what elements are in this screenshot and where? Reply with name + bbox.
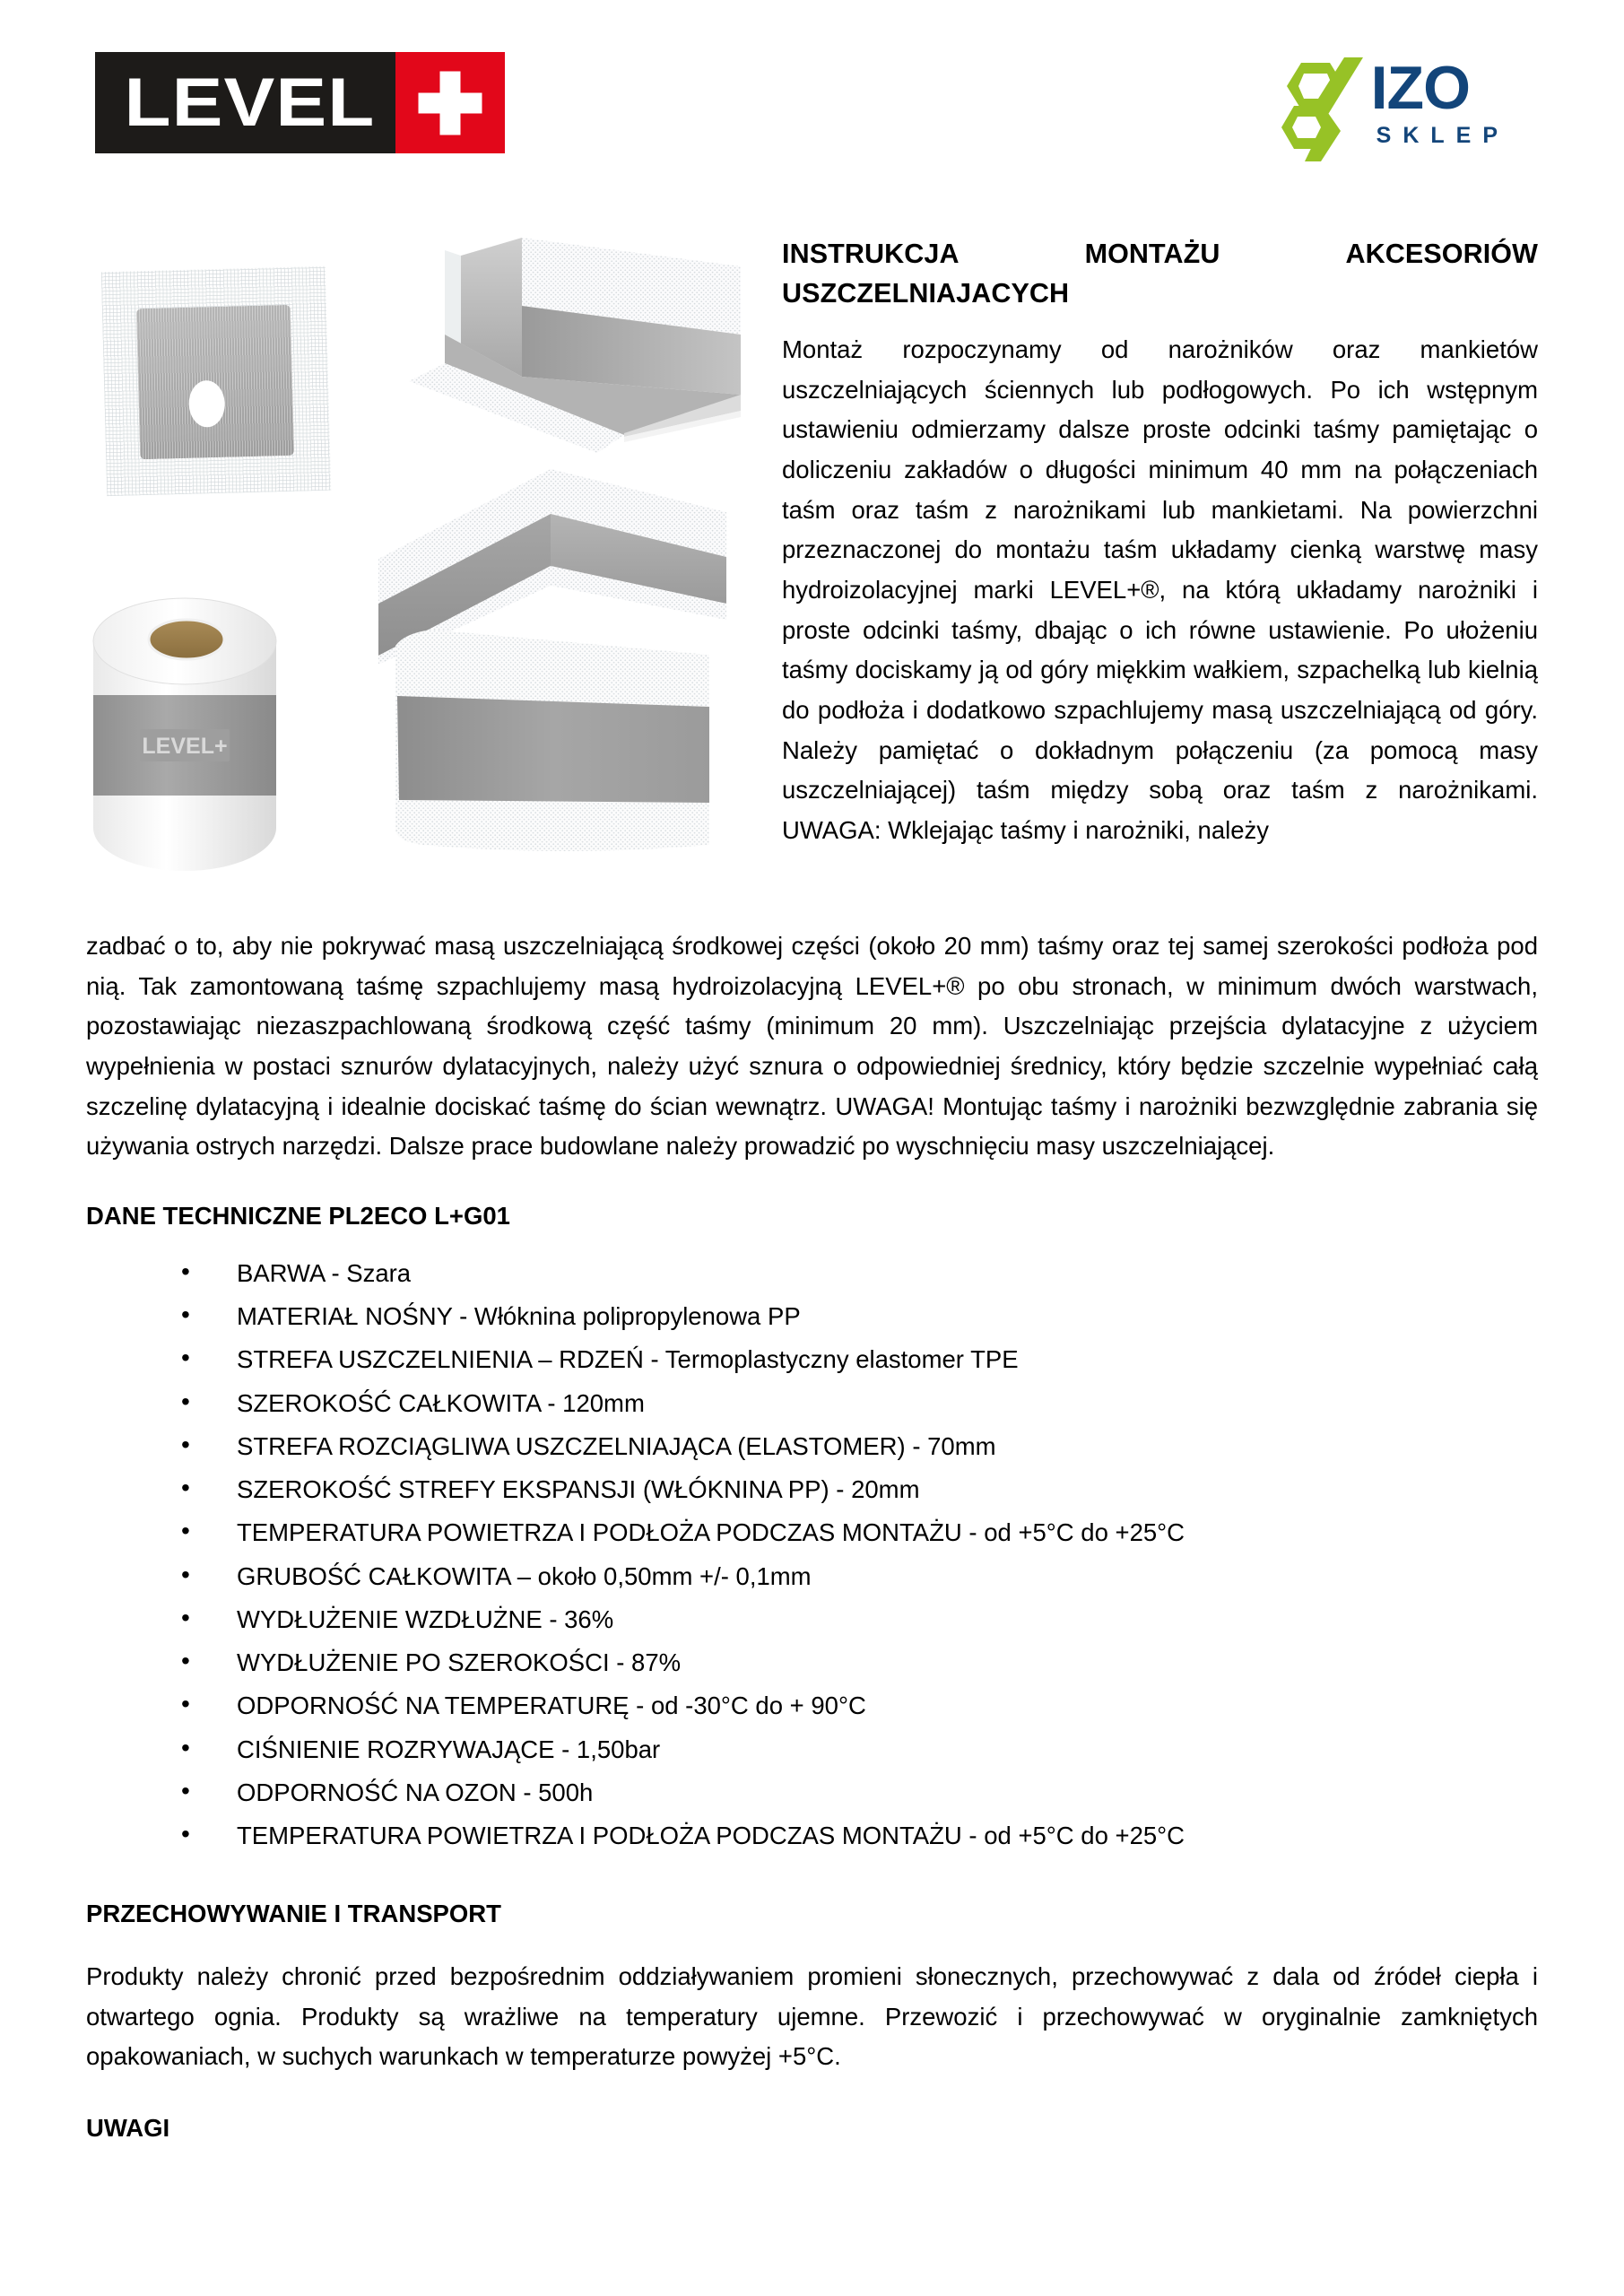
storage-transport-heading: PRZECHOWYWANIE I TRANSPORT bbox=[86, 1900, 501, 1928]
page-title: INSTRUKCJA MONTAŻU AKCESORIÓW USZCZELNIAJACYCH bbox=[782, 239, 1538, 309]
level-logo-wordmark: LEVEL bbox=[124, 64, 375, 141]
izo-sklep-logo bbox=[1274, 56, 1509, 163]
intro-right-column bbox=[782, 235, 1538, 851]
list-item: • MATERIAŁ NOŚNY - Włóknina polipropylenowa PP bbox=[181, 1300, 1538, 1344]
izo-hexagon-mark-icon bbox=[1274, 56, 1368, 161]
level-logo-black-box bbox=[95, 52, 395, 153]
tape-roll-printed-label: LEVEL+ bbox=[142, 734, 228, 759]
document-body bbox=[86, 926, 1538, 2148]
list-item: • BARWA - Szara bbox=[181, 1257, 1538, 1300]
list-item: • SZEROKOŚĆ STREFY EKSPANSJI (WŁÓKNINA PP) - 20mm bbox=[181, 1474, 1538, 1517]
list-item: • ODPORNOŚĆ NA TEMPERATURĘ - od -30°C do + 90°C bbox=[181, 1690, 1538, 1733]
sealing-cuff-image bbox=[101, 266, 331, 496]
plus-icon-horizontal-bar bbox=[419, 92, 482, 113]
list-item: • WYDŁUŻENIE WZDŁUŻNE - 36% bbox=[181, 1604, 1538, 1647]
izo-logo-wordmark: IZO bbox=[1370, 54, 1470, 122]
document-header bbox=[86, 0, 1538, 166]
intro-paragraph-wrapped: Montaż rozpoczynamy od narożników oraz mankietów uszczelniających ściennych lub podłogowych. Po ich wstępnym ustawieniu odmierzamy dalsze proste odcinki taśmy pamiętając o doliczeniu zakładów o długości minimum 40 mm na połączeniach taśm oraz taśm z narożnikami lub mankietami. Na powierzchni przeznaczonej do montażu taśm układamy cienką warstwę masy hydroizolacyjnej marki LEVEL+®, na którą układamy narożniki i proste odcinki taśmy, dbając o ich równe ustawienie. Po ułożeniu taśmy dociskamy ją od góry miękkim wałkiem, szpachelką lub kielnią do podłoża i dodatkowo szpachlujemy masą uszczelniającą od góry. Należy pamiętać o dokładnym połączeniu (za pomocą masy uszczelniającej) taśm między sobą oraz taśm z narożnikami. UWAGA: Wklejając taśmy i narożniki, należy bbox=[782, 335, 1538, 845]
izo-logo-subtitle: SKLEP bbox=[1376, 122, 1509, 148]
list-item: • SZEROKOŚĆ CAŁKOWITA - 120mm bbox=[181, 1387, 1538, 1431]
list-item: • WYDŁUŻENIE PO SZEROKOŚCI - 87% bbox=[181, 1647, 1538, 1690]
product-photo-collage bbox=[86, 229, 768, 892]
list-item: • GRUBOŚĆ CAŁKOWITA – około 0,50mm +/- 0,1mm bbox=[181, 1561, 1538, 1604]
technical-data-heading: DANE TECHNICZNE PL2ECO L+G01 bbox=[86, 1202, 510, 1231]
list-item: • STREFA ROZCIĄGLIWA USZCZELNIAJĄCA (ELASTOMER) - 70mm bbox=[181, 1431, 1538, 1474]
sealing-cuff-elastomer-area bbox=[136, 305, 294, 459]
level-logo-red-box bbox=[395, 52, 505, 153]
list-item: • ODPORNOŚĆ NA OZON - 500h bbox=[181, 1777, 1538, 1820]
list-item: • TEMPERATURA POWIETRZA I PODŁOŻA PODCZAS MONTAŻU - od +5°C do +25°C bbox=[181, 1517, 1538, 1560]
list-item: • CIŚNIENIE ROZRYWAJĄCE - 1,50bar bbox=[181, 1734, 1538, 1777]
list-item: • TEMPERATURA POWIETRZA I PODŁOŻA PODCZAS MONTAŻU - od +5°C do +25°C bbox=[181, 1820, 1538, 1863]
level-plus-logo bbox=[95, 52, 505, 153]
sealing-tape-strip-image bbox=[386, 610, 718, 879]
intro-paragraph-continuation: zadbać o to, aby nie pokrywać masą uszczelniającą środkowej części (około 20 mm) taśmy oraz tej samej szerokości podłoża pod nią. Tak zamontowaną taśmę szpachlujemy masą hydroizolacyjną LEVEL+® po obu stronach, w minimum dwóch warstwach, pozostawiając niezaszpachlowaną środkową część taśmy (minimum 20 mm). Uszczelniając przejścia dylatacyjne z użyciem wypełnienia w postaci sznurów dylatacyjnych, należy użyć sznura o odpowiedniej średnicy, który będzie szczelnie wypełniać całą szczelinę dylatacyjną i idealnie dociskać taśmę do ścian wewnątrz. UWAGA! Montując taśmy i narożniki bezwzględnie zabrania się używania ostrych narzędzi. Dalsze prace budowlane należy prowadzić po wyschnięciu masy uszczelniającej. bbox=[86, 932, 1538, 1161]
izo-logo-text-block bbox=[1371, 56, 1509, 149]
notes-heading: UWAGI bbox=[86, 2113, 170, 2142]
inside-corner-image bbox=[355, 229, 741, 489]
sealing-cuff-hole bbox=[188, 380, 225, 428]
list-item: • STREFA USZCZELNIENIA – RDZEŃ - Termoplastyczny elastomer TPE bbox=[181, 1344, 1538, 1387]
storage-transport-paragraph: Produkty należy chronić przed bezpośrednim oddziaływaniem promieni słonecznych, przechowywać z dala od źródeł ciepła i otwartego ognia. Produkty są wrażliwe na temperatury ujemne. Przewozić i przechowywać w oryginalnie zamkniętych opakowaniach, w suchych warunkach w temperaturze powyżej +5°C. bbox=[86, 1961, 1538, 2071]
technical-data-list bbox=[86, 1257, 1538, 1864]
